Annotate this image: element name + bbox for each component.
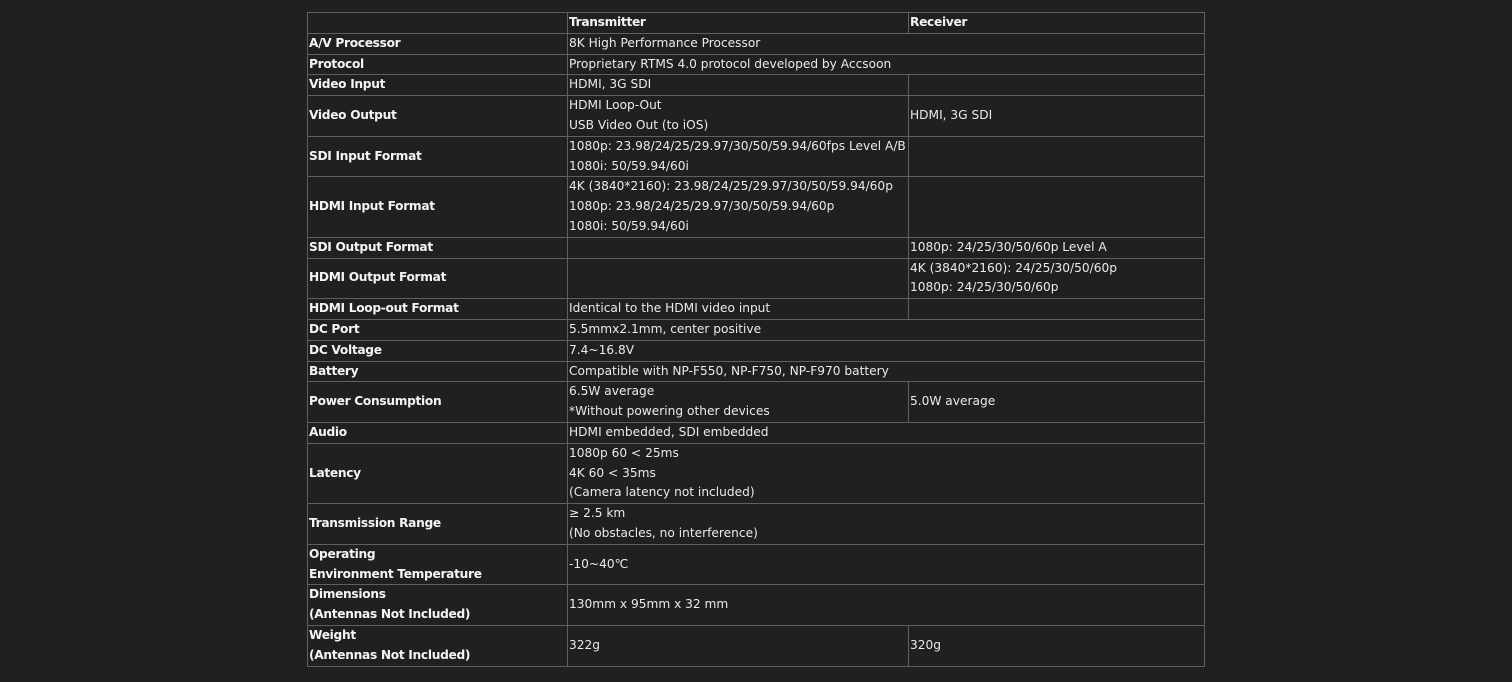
spec-value-shared-line: 1080p 60 < 25ms [569,445,679,460]
spec-value-shared [568,340,1205,361]
spec-value-shared [568,422,1205,443]
spec-row [308,258,1205,299]
spec-label [308,504,568,545]
spec-value-transmitter-line: HDMI Loop-Out [569,98,662,113]
spec-label [308,340,568,361]
spec-label-line: DC Voltage [309,342,382,357]
spec-label-line: Transmission Range [309,516,441,531]
spec-label-line: SDI Output Format [309,239,433,254]
spec-value-shared-line: (Camera latency not included) [569,485,755,500]
spec-label-line: Weight [309,627,356,642]
spec-label [308,258,568,299]
spec-value-transmitter [568,136,909,177]
spec-value-shared-line: -10~40℃ [569,556,629,571]
spec-value-transmitter [568,237,909,258]
spec-row [308,96,1205,137]
header-transmitter: Transmitter [568,13,909,34]
spec-label-line: HDMI Loop-out Format [309,301,459,316]
spec-value-receiver [909,625,1205,666]
spec-value-receiver [909,382,1205,423]
spec-label [308,54,568,75]
spec-label-line: (Antennas Not Included) [309,647,471,662]
spec-value-receiver [909,237,1205,258]
spec-value-shared-line: ≥ 2.5 km [569,506,626,521]
header-corner-cell [308,13,568,34]
spec-row [308,75,1205,96]
spec-value-shared [568,54,1205,75]
spec-label-line: SDI Input Format [309,148,422,163]
spec-value-shared-line: HDMI embedded, SDI embedded [569,424,769,439]
spec-row [308,319,1205,340]
spec-value-shared [568,443,1205,503]
spec-value-transmitter-line: Identical to the HDMI video input [569,301,771,316]
spec-label-line: Power Consumption [309,394,442,409]
spec-value-shared-line: 7.4~16.8V [569,342,635,357]
spec-value-shared-line: 4K 60 < 35ms [569,465,656,480]
spec-row [308,33,1205,54]
spec-label [308,585,568,626]
spec-label-line: Battery [309,363,359,378]
spec-value-receiver-line: HDMI, 3G SDI [910,108,993,123]
spec-value-transmitter-line: 4K (3840*2160): 23.98/24/25/29.97/30/50/59.94/60p [569,179,893,194]
spec-label-line: Operating [309,546,376,561]
spec-value-receiver-line: 320g [910,637,941,652]
spec-value-receiver-line: 5.0W average [910,394,996,409]
spec-value-transmitter-line: *Without powering other devices [569,404,770,419]
spec-value-transmitter-line: 1080i: 50/59.94/60i [569,218,689,233]
spec-value-transmitter [568,75,909,96]
spec-value-transmitter-line: 322g [569,637,600,652]
spec-label-line: HDMI Input Format [309,199,435,214]
spec-value-receiver [909,258,1205,299]
spec-row [308,422,1205,443]
spec-label [308,299,568,320]
header-receiver: Receiver [909,13,1205,34]
spec-row [308,382,1205,423]
spec-value-receiver [909,299,1205,320]
spec-value-shared [568,361,1205,382]
spec-row [308,299,1205,320]
spec-label-line: Latency [309,465,361,480]
spec-value-transmitter [568,299,909,320]
spec-label [308,625,568,666]
spec-value-transmitter [568,177,909,237]
spec-label-line: Protocol [309,56,364,71]
spec-label-line: DC Port [309,321,360,336]
spec-label-line: HDMI Output Format [309,270,447,285]
spec-label-line: A/V Processor [309,35,401,50]
spec-row [308,177,1205,237]
spec-value-transmitter-line: 6.5W average [569,384,655,399]
spec-label [308,361,568,382]
spec-row [308,361,1205,382]
spec-value-receiver [909,75,1205,96]
spec-value-shared-line: Compatible with NP-F550, NP-F750, NP-F970 battery [569,363,889,378]
spec-label-line: (Antennas Not Included) [309,607,471,622]
spec-row [308,504,1205,545]
spec-row [308,544,1205,585]
spec-label [308,33,568,54]
spec-value-transmitter [568,382,909,423]
spec-label [308,544,568,585]
spec-value-shared-line: Proprietary RTMS 4.0 protocol developed by Accsoon [569,56,892,71]
spec-label [308,96,568,137]
spec-value-transmitter [568,625,909,666]
spec-value-transmitter-line: USB Video Out (to iOS) [569,117,709,132]
spec-row [308,340,1205,361]
spec-label [308,177,568,237]
spec-value-transmitter [568,258,909,299]
spec-label [308,382,568,423]
spec-label-line: Audio [309,424,347,439]
spec-value-receiver [909,177,1205,237]
spec-label [308,237,568,258]
spec-row [308,136,1205,177]
header-row [308,13,1205,34]
spec-value-shared [568,33,1205,54]
spec-row [308,237,1205,258]
spec-value-shared [568,504,1205,545]
spec-label [308,443,568,503]
spec-value-receiver [909,136,1205,177]
spec-value-shared [568,544,1205,585]
spec-row [308,54,1205,75]
spec-table [307,12,1205,667]
spec-value-transmitter [568,96,909,137]
spec-value-receiver-line: 4K (3840*2160): 24/25/30/50/60p [910,260,1117,275]
spec-label [308,75,568,96]
spec-label [308,136,568,177]
spec-value-shared [568,319,1205,340]
spec-value-shared-line: 8K High Performance Processor [569,35,761,50]
spec-row [308,585,1205,626]
spec-value-shared-line: 130mm x 95mm x 32 mm [569,597,729,612]
spec-label [308,422,568,443]
spec-value-receiver [909,96,1205,137]
spec-row [308,443,1205,503]
spec-value-transmitter-line: HDMI, 3G SDI [569,77,652,92]
spec-value-shared-line: (No obstacles, no interference) [569,525,758,540]
spec-value-receiver-line: 1080p: 24/25/30/50/60p Level A [910,239,1107,254]
spec-label [308,319,568,340]
spec-label-line: Environment Temperature [309,566,482,581]
spec-label-line: Dimensions [309,587,386,602]
spec-label-line: Video Input [309,77,386,92]
spec-value-transmitter-line: 1080p: 23.98/24/25/29.97/30/50/59.94/60fps Level A/B [569,138,906,153]
spec-value-receiver-line: 1080p: 24/25/30/50/60p [910,280,1059,295]
spec-value-transmitter-line: 1080i: 50/59.94/60i [569,158,689,173]
spec-value-shared-line: 5.5mmx2.1mm, center positive [569,321,762,336]
spec-label-line: Video Output [309,108,397,123]
spec-table-body [308,13,1205,667]
spec-value-shared [568,585,1205,626]
spec-value-transmitter-line: 1080p: 23.98/24/25/29.97/30/50/59.94/60p [569,199,835,214]
spec-row [308,625,1205,666]
